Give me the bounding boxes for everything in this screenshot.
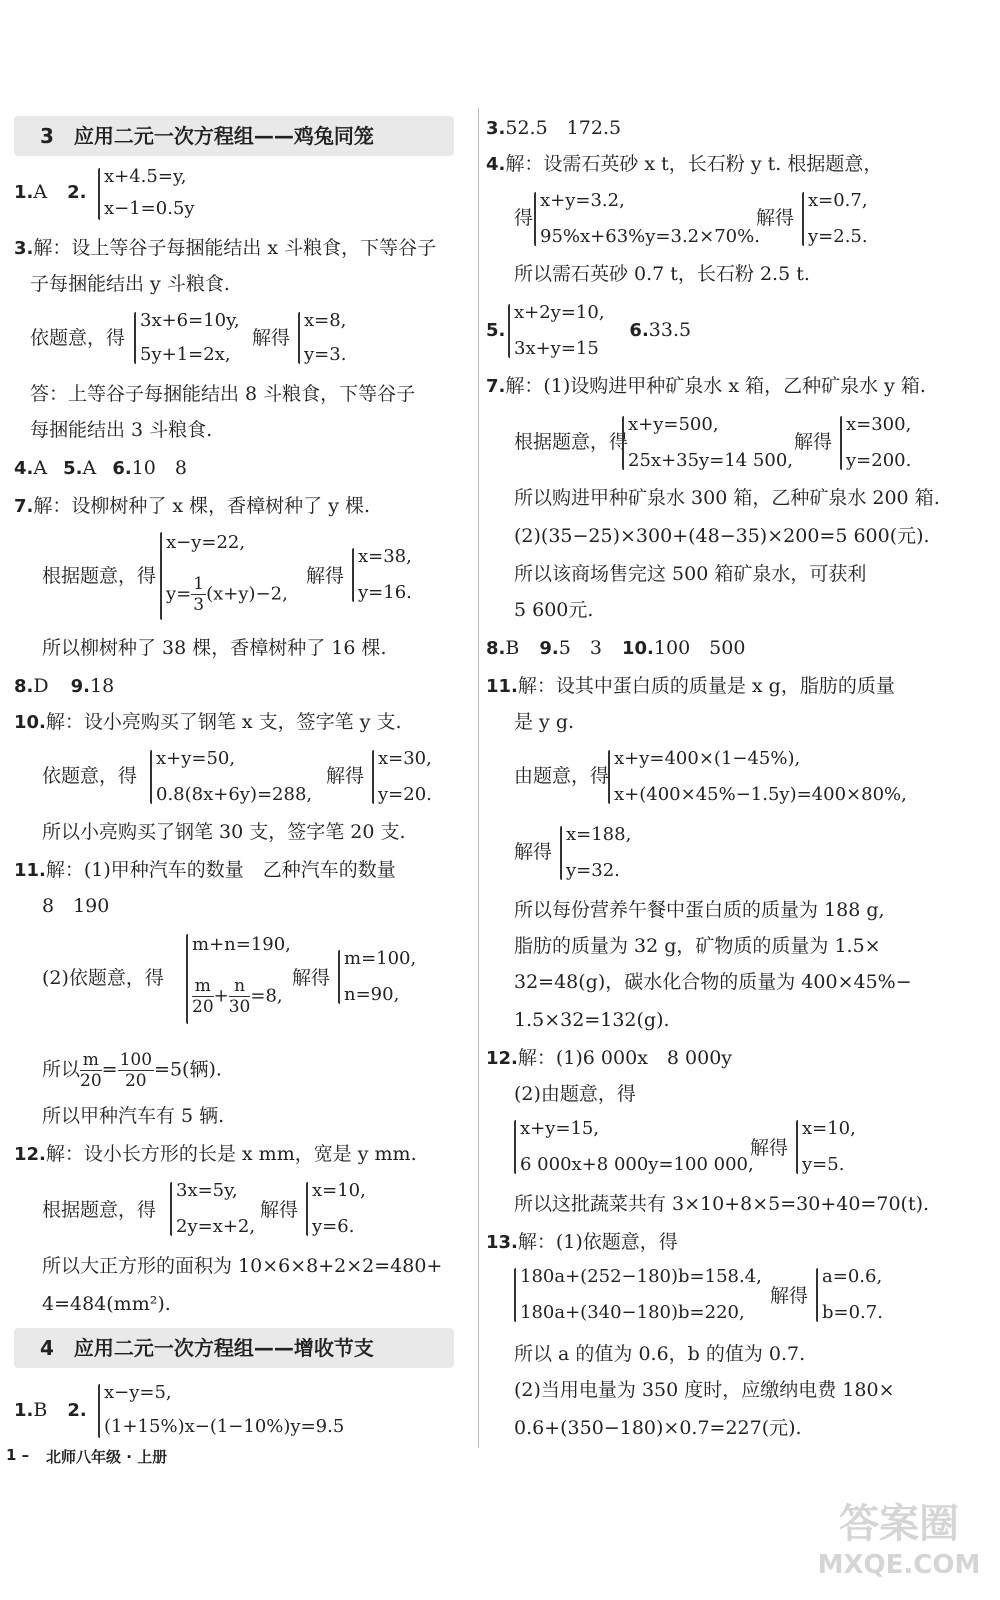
page-number: 1 – — [6, 1446, 30, 1464]
watermark-text: 答案圈 — [839, 1501, 959, 1547]
r-q10-number: 10. — [622, 638, 654, 659]
q11-sol1: m=100, — [344, 948, 417, 969]
q11-plus: + — [213, 985, 229, 1007]
q9-number: 9. — [70, 676, 91, 697]
q11-answer: 所以甲种汽车有 5 辆. — [42, 1105, 225, 1127]
s4-q1-number: 1. — [14, 1400, 34, 1421]
q10-brace — [150, 750, 152, 804]
q11-sol-brace — [338, 950, 340, 1004]
watermark-url: MXQE.COM — [817, 1550, 981, 1580]
q11-frac2 — [229, 976, 251, 1017]
section-4-header: 4 应用二元一次方程组——增收节支 — [14, 1328, 454, 1368]
r-q13-part2a: (2)当用电量为 350 度时，应缴纳电费 180× — [514, 1379, 895, 1401]
q12-sol-brace — [306, 1182, 308, 1236]
r-q13-text: 解：(1)依题意，得 — [517, 1231, 678, 1253]
r-q13-answer: 所以 a 的值为 0.6，b 的值为 0.7. — [514, 1343, 806, 1365]
r-q13-line1 — [486, 1230, 678, 1255]
r-q3 — [486, 116, 621, 141]
q11-pre: (2)依题意，得 — [42, 967, 164, 989]
r-q12-text: 解：(1)6 000x 8 000y — [517, 1047, 733, 1069]
q7-line1 — [14, 494, 370, 519]
r-q9-number: 9. — [539, 638, 559, 659]
r-q11-sol-brace — [560, 826, 562, 880]
r-q11-answer3: 32=48(g)，碳水化合物的质量为 400×45%− — [514, 971, 912, 993]
q10-eq1: x+y=50, — [156, 748, 236, 769]
r-q4-text: 解：设需石英砂 x t，长石粉 y t. 根据题意， — [505, 153, 883, 175]
q2-eq2: x−1=0.5y — [104, 198, 195, 219]
r-q12-line1 — [486, 1046, 732, 1071]
s4-q2-number: 2. — [67, 1400, 87, 1421]
q3-sol-brace — [298, 312, 300, 364]
q10-pre: 依题意，得 — [42, 765, 138, 787]
q11-ratio-den2: 20 — [124, 1071, 147, 1091]
q11-ratio-result: =5(辆). — [154, 1058, 222, 1081]
r-q11-solve-label: 解得 — [514, 841, 553, 863]
q10-sol-brace — [372, 750, 374, 804]
s4-q2-eq1: x−y=5, — [104, 1382, 172, 1403]
q11-eq1: m+n=190, — [192, 934, 291, 955]
q2-system-brace — [98, 168, 100, 220]
r-q12-sol-brace — [796, 1120, 798, 1174]
watermark-logo — [804, 1500, 994, 1596]
q11-ratio-frac2 — [118, 1050, 154, 1091]
r-q13-sol-brace — [816, 1268, 818, 1322]
q12-answer2: 4=484(mm²). — [42, 1293, 171, 1315]
r-q12-sol1: x=10, — [802, 1118, 856, 1139]
r-q12-eq1: x+y=15, — [520, 1118, 600, 1139]
r-q7-answer1: 所以购进甲种矿泉水 300 箱，乙种矿泉水 200 箱. — [514, 487, 940, 509]
column-divider — [478, 108, 479, 1448]
r-q4-sol1: x=0.7, — [808, 190, 868, 211]
q3-line2: 子每捆能结出 y 斗粮食. — [30, 273, 230, 295]
r-q13-brace — [514, 1268, 516, 1322]
q3-eq1: 3x+6=10y, — [140, 310, 240, 331]
r-q7-eq1: x+y=500, — [628, 414, 719, 435]
q12-number: 12. — [14, 1144, 46, 1165]
book-title: 北师八年级 · 上册 — [46, 1448, 168, 1466]
r-q12-solve-label: 解得 — [750, 1137, 789, 1159]
q3-solve-label: 解得 — [252, 327, 291, 349]
q12-line1 — [14, 1142, 417, 1167]
r-q12-brace — [514, 1120, 516, 1174]
r-q7-pre: 根据题意，得 — [514, 431, 629, 453]
r-q7-text: 解：(1)设购进甲种矿泉水 x 箱，乙种矿泉水 y 箱. — [505, 375, 926, 397]
r-q11-answer2: 脂肪的质量为 32 g，矿物质的质量为 1.5× — [514, 935, 881, 957]
q11-text: 解：(1)甲种汽车的数量 乙种汽车的数量 — [45, 859, 396, 881]
r-q12-part2: (2)由题意，得 — [514, 1083, 636, 1105]
q4-answer: A — [33, 457, 48, 479]
r-q13-part2b: 0.6+(350−180)×0.7=227(元). — [514, 1417, 802, 1439]
r-q7-sol2: y=200. — [846, 450, 912, 471]
q11-frac1-den: 20 — [192, 997, 214, 1017]
q11-ratio-den1: 20 — [80, 1071, 102, 1091]
q10-sol1: x=30, — [378, 748, 432, 769]
q7-eq2-right: (x+y)−2, — [206, 583, 288, 605]
q12-pre: 根据题意，得 — [42, 1199, 157, 1221]
q7-frac-den: 3 — [193, 595, 205, 615]
s4-q2-brace — [98, 1384, 100, 1438]
q11-eq2-right: =8, — [250, 985, 283, 1007]
q11-sol2: n=90, — [344, 984, 400, 1005]
q7-solve-label: 解得 — [306, 565, 345, 587]
r-q11-answer4: 1.5×32=132(g). — [514, 1009, 670, 1031]
q6-answer: 10 8 — [131, 457, 187, 479]
q2-eq1: x+4.5=y, — [104, 166, 187, 187]
q11-ratio-num2: 100 — [119, 1050, 153, 1070]
q11-number: 11. — [14, 860, 46, 881]
q11-ratio-eq: = — [101, 1058, 118, 1081]
r-q5-eq2: 3x+y=15 — [514, 338, 599, 359]
r-q4-line1 — [486, 152, 882, 177]
q7-number: 7. — [14, 496, 34, 517]
q12-text: 解：设小长方形的长是 x mm，宽是 y mm. — [45, 1143, 417, 1165]
r-q11-sol1: x=188, — [566, 824, 632, 845]
r-q7-brace — [622, 416, 624, 470]
r-q12-answer: 所以这批蔬菜共有 3×10+8×5=30+40=70(t). — [514, 1193, 930, 1215]
q7-frac-num: 1 — [193, 574, 205, 594]
r-q7-eq2: 25x+35y=14 500, — [628, 450, 793, 471]
q3-brace — [134, 312, 136, 364]
r-q4-pre: 得 — [514, 207, 534, 229]
q11-brace — [186, 934, 188, 1024]
q12-solve-label: 解得 — [260, 1199, 299, 1221]
q1-answer: A — [33, 181, 48, 203]
r-q3-answer: 52.5 172.5 — [505, 117, 622, 139]
r-q11-text1: 解：设其中蛋白质的质量是 x g，脂肪的质量 — [517, 675, 895, 697]
q3-pre: 依题意，得 — [30, 327, 126, 349]
r-q5-eq1: x+2y=10, — [514, 302, 605, 323]
r-q12-eq2: 6 000x+8 000y=100 000, — [520, 1154, 754, 1175]
q10-text: 解：设小亮购买了钢笔 x 支，签字笔 y 支. — [45, 711, 402, 733]
q9-answer: 18 — [90, 675, 115, 697]
r-q4-sol-brace — [802, 192, 804, 246]
r-q7-line1 — [486, 374, 926, 399]
q7-eq2-fraction — [191, 574, 206, 615]
r-q4-sol2: y=2.5. — [808, 226, 868, 247]
q11-frac2-num: n — [229, 976, 251, 997]
q8-q9 — [14, 674, 114, 699]
q11-line1 — [14, 858, 396, 883]
q5-number: 5. — [63, 458, 83, 479]
q8-answer: D — [33, 675, 49, 697]
q7-text: 解：设柳树种了 x 棵，香樟树种了 y 棵. — [33, 495, 371, 517]
r-q11-number: 11. — [486, 676, 518, 697]
q11-frac1-num: m — [192, 976, 214, 997]
q10-number: 10. — [14, 712, 46, 733]
q11-ratio-prefix: 所以 — [42, 1058, 81, 1081]
q10-line1 — [14, 710, 402, 735]
r-q13-sol2: b=0.7. — [822, 1302, 883, 1323]
q12-eq2: 2y=x+2, — [176, 1216, 256, 1237]
r-q11-answer1: 所以每份营养午餐中蛋白质的质量为 188 g, — [514, 899, 885, 921]
s4-q1-answer: B — [33, 1399, 48, 1421]
q7-brace — [160, 532, 162, 620]
q11-ratio-frac1 — [80, 1050, 102, 1091]
q12-brace — [170, 1182, 172, 1236]
q1-q2 — [14, 180, 87, 205]
q6-number: 6. — [112, 458, 132, 479]
q11-values: 8 190 — [42, 895, 110, 917]
r-q13-eq1: 180a+(252−180)b=158.4, — [520, 1266, 762, 1287]
q7-pre: 根据题意，得 — [42, 565, 157, 587]
r-q10-answer: 100 500 — [653, 637, 746, 659]
r-q4-brace — [534, 192, 536, 246]
r-q7-answer2b: 5 600元. — [514, 599, 594, 621]
q7-eq2 — [166, 574, 288, 615]
q10-sol2: y=20. — [378, 784, 432, 805]
q7-eq2-left: y= — [166, 583, 192, 605]
q2-number: 2. — [67, 182, 87, 203]
q7-eq1: x−y=22, — [166, 532, 246, 553]
r-q4-number: 4. — [486, 154, 506, 175]
r-q12-sol2: y=5. — [802, 1154, 845, 1175]
r-q11-eq2: x+(400×45%−1.5y)=400×80%, — [614, 784, 907, 805]
q7-sol1: x=38, — [358, 546, 412, 567]
q11-ratio-num1: m — [80, 1050, 102, 1071]
r-q5-number: 5. — [486, 320, 506, 341]
r-q13-eq2: 180a+(340−180)b=220, — [520, 1302, 745, 1323]
r-q11-line2: 是 y g. — [514, 711, 575, 733]
q3-line1 — [14, 236, 436, 261]
r-q7-answer2a: 所以该商场售完这 500 箱矿泉水，可获利 — [514, 563, 867, 585]
q5-answer: A — [82, 457, 97, 479]
r-q6-answer: 33.5 — [648, 319, 692, 341]
r-q7-solve-label: 解得 — [794, 431, 833, 453]
q12-answer1: 所以大正方形的面积为 10×6×8+2×2=480+ — [42, 1255, 443, 1277]
r-q11-sol2: y=32. — [566, 860, 620, 881]
r-q13-number: 13. — [486, 1232, 518, 1253]
q7-sol-brace — [352, 548, 354, 602]
q3-text1: 解：设上等谷子每捆能结出 x 斗粮食，下等谷子 — [33, 237, 437, 259]
r-q4-eq2: 95%x+63%y=3.2×70%. — [540, 226, 760, 247]
q12-sol1: x=10, — [312, 1180, 366, 1201]
r-q12-number: 12. — [486, 1048, 518, 1069]
q3-answer2: 每捆能结出 3 斗粮食. — [30, 419, 213, 441]
q12-eq1: 3x=5y, — [176, 1180, 238, 1201]
q12-sol2: y=6. — [312, 1216, 355, 1237]
r-q6-number: 6. — [629, 320, 649, 341]
q3-sol2: y=3. — [304, 344, 347, 365]
s4-q1-q2 — [14, 1398, 87, 1423]
r-q7-sol1: x=300, — [846, 414, 912, 435]
q11-ratio — [14, 1050, 222, 1091]
r-q7-sol-brace — [840, 416, 842, 470]
r-q8-number: 8. — [486, 638, 506, 659]
q1-number: 1. — [14, 182, 34, 203]
q4-q6 — [14, 456, 187, 481]
q11-eq2 — [192, 976, 283, 1017]
q11-frac1 — [192, 976, 214, 1017]
q11-solve-label: 解得 — [292, 967, 331, 989]
r-q9-answer: 5 3 — [558, 637, 602, 659]
r-q11-pre: 由题意，得 — [514, 765, 610, 787]
r-q11-brace — [608, 750, 610, 804]
r-q7-number: 7. — [486, 376, 506, 397]
r-q11-line1 — [486, 674, 895, 699]
q10-eq2: 0.8(8x+6y)=288, — [156, 784, 313, 805]
q7-sol2: y=16. — [358, 582, 412, 603]
r-q7-part2: (2)(35−25)×300+(48−35)×200=5 600(元). — [514, 525, 930, 547]
r-q13-sol1: a=0.6, — [822, 1266, 883, 1287]
q11-frac2-den: 30 — [228, 997, 251, 1017]
r-q8-answer: B — [505, 637, 520, 659]
q3-number: 3. — [14, 238, 34, 259]
r-q4-answer: 所以需石英砂 0.7 t，长石粉 2.5 t. — [514, 263, 810, 285]
q10-answer: 所以小亮购买了钢笔 30 支，签字笔 20 支. — [42, 821, 406, 843]
r-q11-eq1: x+y=400×(1−45%), — [614, 748, 801, 769]
q3-sol1: x=8, — [304, 310, 347, 331]
r-q5-brace — [508, 304, 510, 358]
q4-number: 4. — [14, 458, 34, 479]
q3-answer1: 答：上等谷子每捆能结出 8 斗粮食，下等谷子 — [30, 383, 416, 405]
r-q3-number: 3. — [486, 118, 506, 139]
q7-answer: 所以柳树种了 38 棵，香樟树种了 16 棵. — [42, 637, 387, 659]
r-q8-q10 — [486, 636, 745, 661]
q3-eq2: 5y+1=2x, — [140, 344, 231, 365]
r-q13-solve-label: 解得 — [770, 1285, 809, 1307]
r-q4-eq1: x+y=3.2, — [540, 190, 625, 211]
s4-q2-eq2: (1+15%)x−(1−10%)y=9.5 — [104, 1416, 345, 1437]
section-3-header: 3 应用二元一次方程组——鸡兔同笼 — [14, 116, 454, 156]
q8-number: 8. — [14, 676, 34, 697]
r-q4-solve-label: 解得 — [756, 207, 795, 229]
q10-solve-label: 解得 — [326, 765, 365, 787]
